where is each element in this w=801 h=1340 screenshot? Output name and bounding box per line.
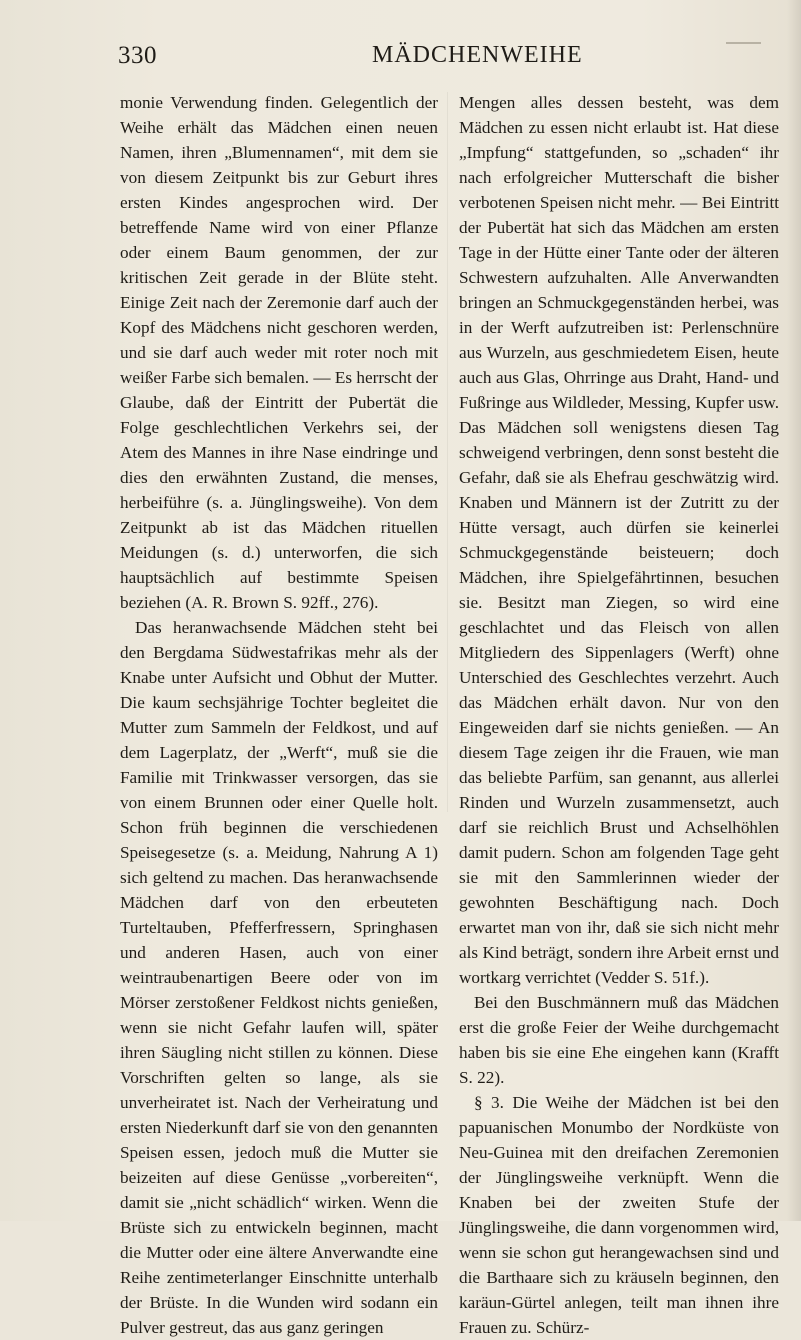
header-rule (726, 42, 761, 44)
left-paragraph-1: monie Verwendung finden. Gelegentlich der Weihe erhält das Mädchen einen neuen Namen, ihren „Blumennamen“, mit dem sie von diesem Zeitpunkt bis zur Geburt ihres ersten Kindes angesprochen wird. Der betreffende Name wird von einer Pflanze oder einem Baum genommen, der zur kritischen Zeit gerade in der Blüte steht. Einige Zeit nach der Zeremonie darf auch der Kopf des Mädchens nicht geschoren werden, und sie darf auch weder mit roter noch mit weißer Farbe sich bemalen. — Es herrscht der Glaube, daß der Eintritt der Pubertät die Folge geschlechtlichen Verkehrs sei, der Atem des Mannes in ihre Nase eindringe und dies den erwähnten Zustand, die menses, herbeiführe (s. a. Jünglingsweihe). Von dem Zeitpunkt ab ist das Mädchen rituellen Meidungen (s. d.) unterworfen, die sich hauptsächlich auf bestimmte Speisen beziehen (A. R. Brown S. 92ff., 276). (120, 93, 438, 612)
column-gutter (447, 92, 448, 812)
left-paragraph-2: Das heranwachsende Mädchen steht bei den Bergdama Südwestafrikas mehr als der Knabe unter Aufsicht und Obhut der Mutter. Die kaum sechsjährige Tochter begleitet die Mutter zum Sammeln der Feldkost, und auf dem Lagerplatz, der „Werft“, muß sie die Familie mit Trinkwasser versorgen, das sie von einem Brunnen oder einer Quelle holt. Schon früh beginnen die verschiedenen Speisegesetze (s. a. Meidung, Nahrung A 1) sich geltend zu machen. Das heranwachsende Mädchen darf von den erbeuteten Turteltauben, Pfefferfressern, Springhasen und anderen Hasen, auch von einer weintraubenartigen Beere oder von im Mörser zerstoßener Feldkost nichts genießen, wenn sie nicht Gefahr laufen will, später ihren Säugling nicht stillen zu können. Diese Vorschriften gelten so lange, als sie unverheiratet ist. Nach der Verheiratung und ersten Niederkunft darf sie von den genannten Speisen essen, jedoch muß die Mutter sie beizeiten auf diese Genüsse „vorbereiten“, damit sie „nicht schädlich“ wirken. Wenn die Brüste sich zu entwickeln beginnen, macht die Mutter oder eine ältere Anverwandte eine Reihe zentimeterlanger Einschnitte unterhalb der Brüste. In die Wunden wird sodann ein Pulver gestreut, das aus ganz geringen (120, 618, 438, 1337)
right-column (459, 90, 779, 1340)
page-header (118, 42, 761, 72)
right-paragraph-2: Bei den Buschmännern muß das Mädchen erst die große Feier der Weihe durchgemacht haben bis sie eine Ehe eingehen kann (Krafft S. 22). (459, 993, 779, 1087)
right-paragraph-3: § 3. Die Weihe der Mädchen ist bei den papuanischen Monumbo der Nordküste von Neu-Guinea mit den dreifachen Zeremonien der Jünglingsweihe verknüpft. Wenn die Knaben bei der zweiten Stufe der Jünglingsweihe, die dann vorgenommen wird, wenn sie schon gut herangewachsen sind und die Barthaare sich zu kräuseln beginnen, den karäun-Gürtel anlegen, teilt man ihnen ihre Frauen zu. Schürz- (459, 1093, 779, 1337)
running-head: MÄDCHENWEIHE (372, 42, 583, 68)
left-column (120, 90, 438, 1340)
right-paragraph-1: Mengen alles dessen besteht, was dem Mädchen zu essen nicht erlaubt ist. Hat diese „Impfung“ stattgefunden, so „schaden“ ihr nach erfolgreicher Mutterschaft die bisher verbotenen Speisen nicht mehr. — Bei Eintritt der Pubertät hat sich das Mädchen am ersten Tage in der Hütte einer Tante oder der älteren Schwestern aufzuhalten. Alle Anverwandten bringen an Schmuckgegenständen herbei, was in der Werft aufzutreiben ist: Perlenschnüre aus Wurzeln, aus geschmiedetem Eisen, heute auch aus Glas, Ohrringe aus Draht, Hand- und Fußringe aus Wildleder, Messing, Kupfer usw. Das Mädchen soll wenigstens diesen Tag schweigend verbringen, denn sonst besteht die Gefahr, daß sie als Ehefrau geschwätzig wird. Knaben und Männern ist der Zutritt zu der Hütte versagt, auch dürfen sie keinerlei Schmuckgegenstände beisteuern; doch Mädchen, ihre Spielgefährtinnen, besuchen sie. Besitzt man Ziegen, so wird eine geschlachtet und das Fleisch von allen Mitgliedern des Sippenlagers (Werft) ohne Unterschied des Geschlechtes verzehrt. Auch das Mädchen erhält davon. Nur von den Eingeweiden darf sie nichts genießen. — An diesem Tage zeigen ihr die Frauen, wie man das beliebte Parfüm, san genannt, aus allerlei Rinden und Wurzeln zusammensetzt, auch darf sie reichlich Brust und Achselhöhlen damit pudern. Schon am folgenden Tage geht sie mit den Sammlerinnen wieder der gewohnten Beschäftigung nach. Doch erwartet man von ihr, daß sie sich nicht mehr als Kind beträgt, sondern ihre Arbeit ernst und wortkarg verrichtet (Vedder S. 51f.). (459, 93, 779, 987)
page-edge-shadow (787, 0, 801, 1221)
page-number: 330 (118, 42, 157, 69)
